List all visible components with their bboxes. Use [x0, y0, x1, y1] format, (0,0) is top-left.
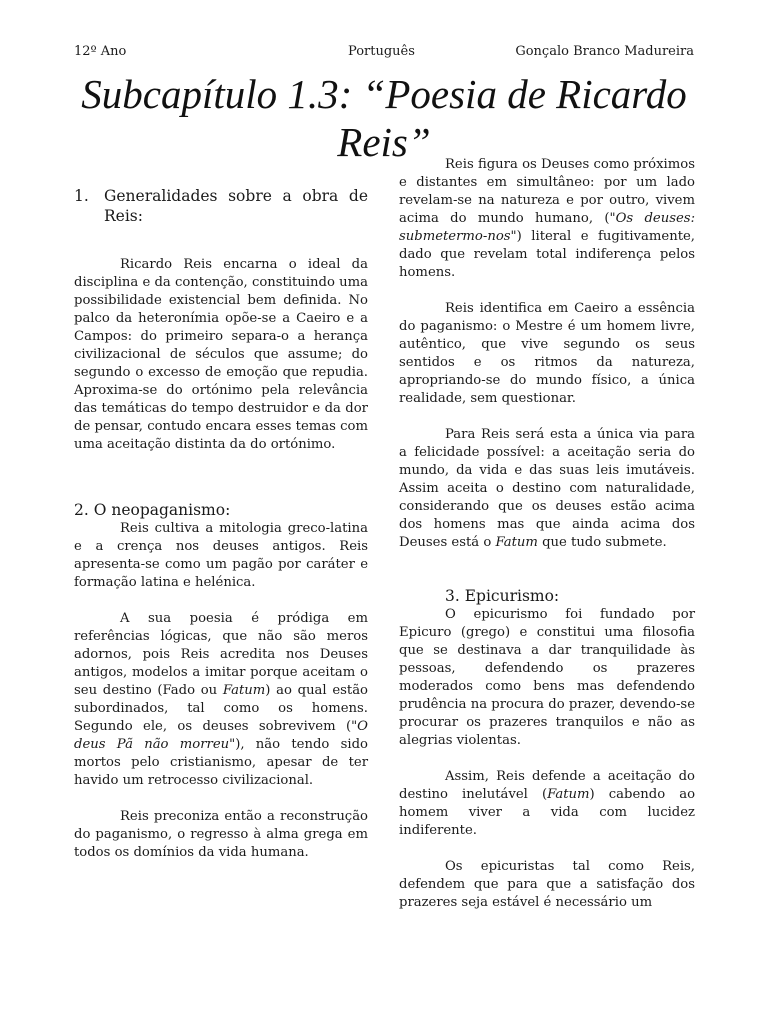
section-3-paragraph-1: O epicurismo foi fundado por Epicuro (grego) e constitui uma filosofia que se destinava a dar tranquilidade às pessoas, defendendo os prazeres moderados como bens mas defendendo prudência na procura do prazer, devendo-se procurar os prazeres tranquilos e não as alegrias violentas.: [399, 607, 695, 748]
s2p2-text-a: A sua poesia é pródiga em referências lógicas, que não são meros adornos, pois Reis acredita nos Deuses antigos, modelos a imitar porque aceitam o seu destino (Fado ou: [74, 611, 368, 698]
right-column: [399, 156, 695, 930]
section-3-heading: 3. Epicurismo:: [445, 587, 560, 605]
s2p2-quote: "O deus Pã não morreu": [74, 719, 368, 752]
s2p4-quote: "Os deuses: submetermo-nos": [399, 211, 696, 244]
s2p4-text-b: ) literal e fugitivamente, dado que revelam total indiferença pelos homens.: [399, 229, 695, 280]
section-3-paragraph-3: Os epicuristas tal como Reis, defendem que para que a satisfação dos prazeres seja estável é necessário um: [399, 859, 695, 910]
s2p6-text-b: que tudo submete.: [537, 535, 667, 550]
section-2-paragraph-5: Reis identifica em Caeiro a essência do paganismo: o Mestre é um homem livre, autêntico, que vive segundo os seus sentidos e os ritmos da natureza, apropriando-se do mundo físico, a única realidade, sem questionar.: [399, 301, 695, 406]
header-author: Gonçalo Branco Madureira: [515, 44, 694, 59]
section-1-heading-text: Generalidades sobre a obra de Reis:: [104, 187, 368, 225]
s2p2-fatum: Fatum: [222, 683, 266, 698]
s3p2-fatum: Fatum: [547, 787, 590, 802]
s2p6-text-a: Para Reis será esta a única via para a felicidade possível: a aceitação seria do mundo, da vida e das suas leis imutáveis. Assim aceita o destino com naturalidade, considerando que os deuses estão acima dos homens mas que ainda acima dos Deuses está o: [399, 427, 695, 550]
section-2-paragraph-1: Reis cultiva a mitologia greco-latina e a crença nos deuses antigos. Reis apresenta-se como um pagão por caráter e formação latina e helénica.: [74, 521, 368, 590]
page-title: Subcapítulo 1.3: “Poesia de Ricardo Reis”: [81, 71, 687, 165]
section-2-paragraph-6: [399, 426, 695, 552]
s2p2-text-b: ) ao qual estão subordinados, tal como os homens. Segundo ele, os deuses sobrevivem (: [74, 683, 369, 734]
section-1-paragraph-1: Ricardo Reis encarna o ideal da disciplina e da contenção, constituindo uma possibilidade existencial bem definida. No palco da heteronímia opõe-se a Caeiro e a Campos: do primeiro separa-o a herança civilizacional de séculos que assume; do segundo o excesso de emoção que repudia. Aproxima-se do ortónimo pela relevância das temáticas do tempo destruidor e da dor de pensar, contudo encara esses temas com uma aceitação distinta da do ortónimo.: [74, 257, 368, 452]
section-1-heading: [74, 186, 368, 226]
section-2-heading: 2. O neopaganismo:: [74, 501, 231, 519]
s2p6-fatum: Fatum: [495, 535, 538, 550]
s3p2-text-b: ) cabendo ao homem viver a vida com lucidez indiferente.: [399, 787, 696, 838]
s2p4-text-a: Reis figura os Deuses como próximos e distantes em simultâneo: por um lado revelam-se na natureza e por outro, vivem acima do mundo humano, (: [399, 157, 695, 226]
left-column: [74, 186, 368, 880]
page-header: [74, 44, 694, 62]
section-1-number: 1.: [74, 187, 89, 205]
section-3-paragraph-2: [399, 768, 695, 840]
section-2-paragraph-2: [74, 610, 368, 790]
header-grade: 12º Ano: [74, 44, 127, 59]
section-2-paragraph-3: Reis preconiza então a reconstrução do paganismo, o regresso à alma grega em todos os domínios da vida humana.: [74, 809, 368, 860]
s2p2-text-c: ), não tendo sido mortos pelo cristianismo, apesar de ter havido um retrocesso civilizacional.: [74, 737, 368, 788]
section-2-paragraph-4: [399, 156, 695, 282]
s3p2-text-a: Assim, Reis defende a aceitação do destino inelutável (: [399, 769, 695, 802]
header-subject: Português: [348, 44, 415, 59]
